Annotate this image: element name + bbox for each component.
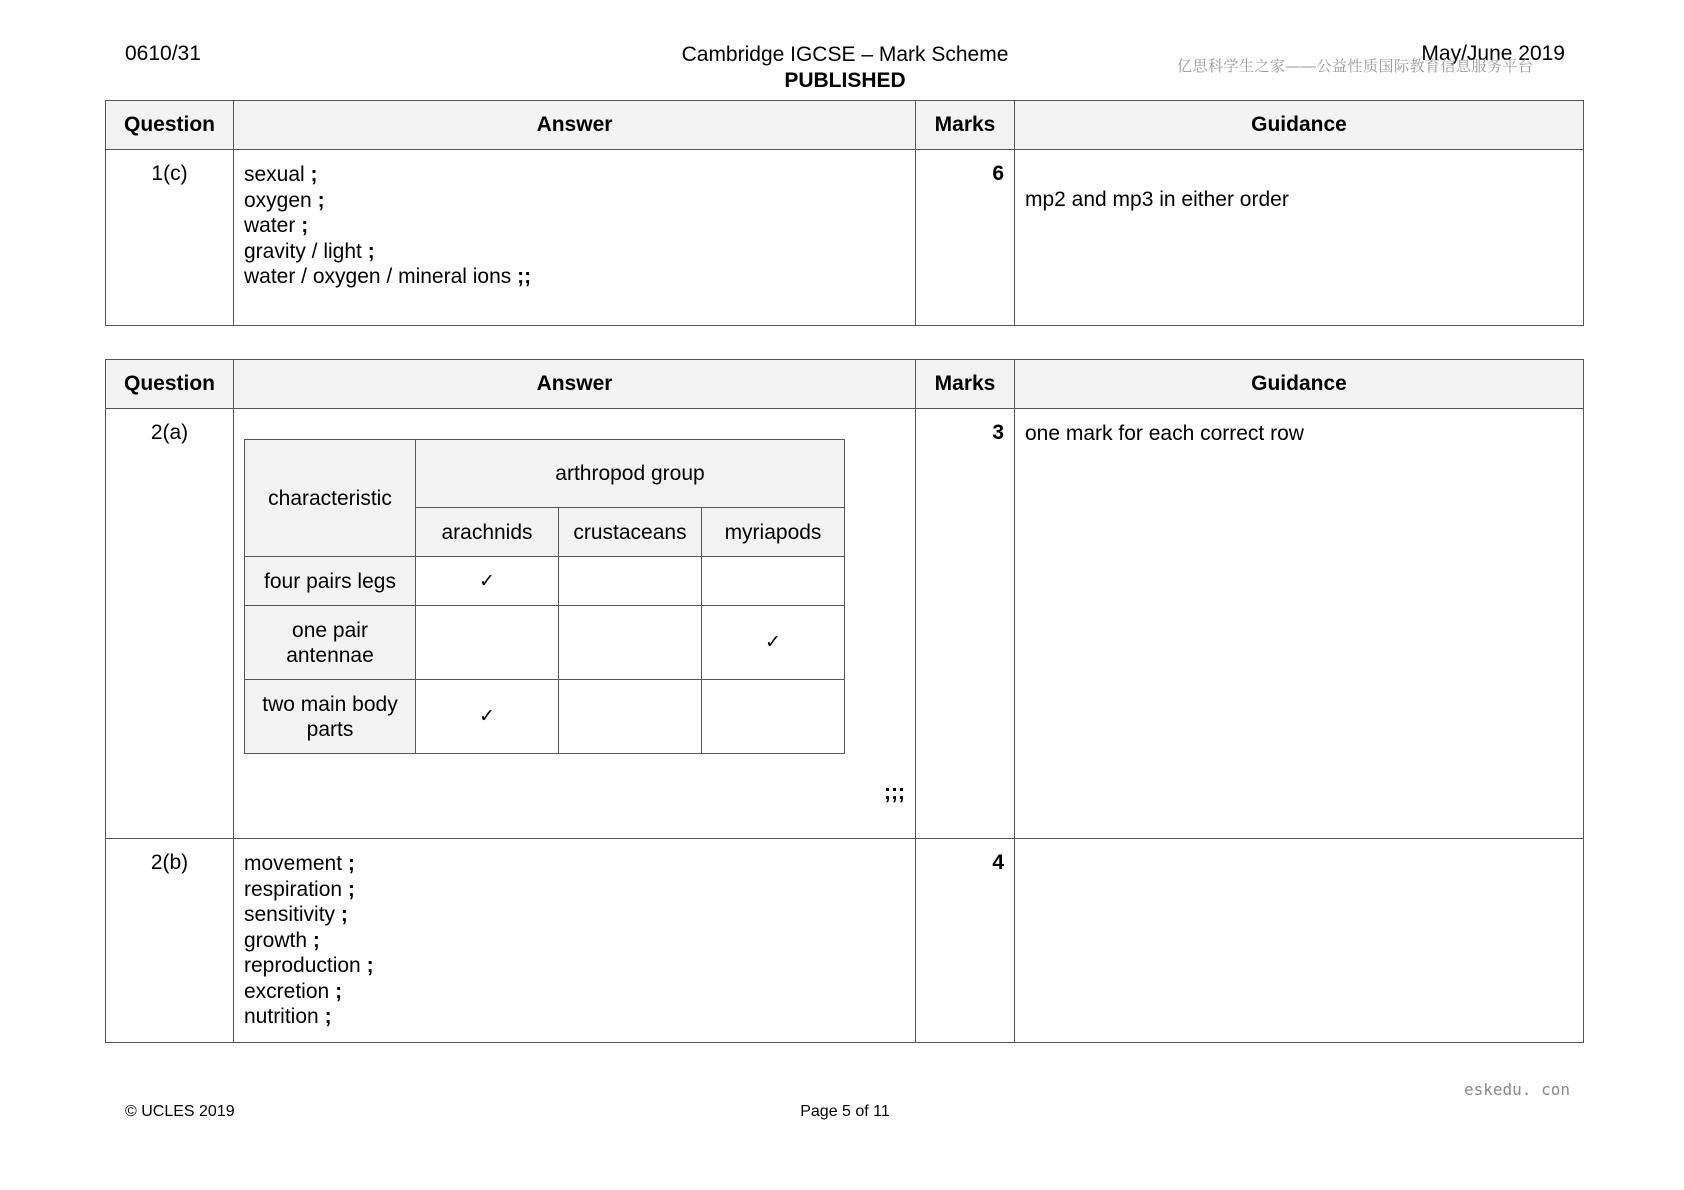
- exam-session: May/June 2019: [1421, 42, 1565, 65]
- table-row: [245, 557, 845, 606]
- header-watermark: 亿思科学生之家——公益性质国际教育信息服务平台: [1177, 58, 1534, 75]
- answer-line: growth ;: [244, 928, 320, 952]
- table-header-row: [106, 101, 1584, 150]
- header-guidance: Guidance: [1015, 360, 1584, 409]
- table-header-row: [106, 360, 1584, 409]
- table-row-2b: [106, 839, 1584, 1043]
- empty-cell: [702, 680, 845, 754]
- header-guidance: Guidance: [1015, 101, 1584, 150]
- question-number: 1(c): [106, 150, 234, 326]
- group-arachnids: arachnids: [416, 508, 559, 557]
- answer-line: water / oxygen / mineral ions ;;: [244, 265, 532, 288]
- mark-scheme-table-q1: [105, 100, 1584, 326]
- check-icon: ✓: [416, 680, 559, 754]
- mark-semicolons: ;;;: [884, 781, 905, 804]
- table-row-1c: [106, 150, 1584, 326]
- arthropod-table: [244, 439, 845, 754]
- answer-cell: [234, 409, 916, 839]
- answer-line: respiration ;: [244, 877, 355, 901]
- marks-cell: 6: [916, 150, 1015, 326]
- empty-cell: [559, 557, 702, 606]
- arthropod-group-header: arthropod group: [416, 440, 845, 508]
- row-label: four pairs legs: [245, 557, 416, 606]
- table-row: [245, 606, 845, 680]
- answer-line: nutrition ;: [244, 1005, 332, 1028]
- table-row-2a: [106, 409, 1584, 839]
- marks-cell: 4: [916, 839, 1015, 1043]
- answer-line: excretion ;: [244, 979, 343, 1003]
- row-label: two main body parts: [245, 680, 416, 754]
- footer-watermark: eskedu. con: [1464, 1080, 1570, 1099]
- page-number: Page 5 of 11: [800, 1103, 890, 1120]
- guidance-cell: one mark for each correct row: [1015, 409, 1584, 839]
- question-number: 2(a): [106, 409, 234, 839]
- header-question: Question: [106, 360, 234, 409]
- document-title: Cambridge IGCSE – Mark Scheme: [681, 43, 1009, 66]
- header-question: Question: [106, 101, 234, 150]
- answer-line: sexual ;: [244, 163, 318, 186]
- check-icon: ✓: [416, 557, 559, 606]
- header-marks: Marks: [916, 101, 1015, 150]
- header-answer: Answer: [234, 360, 916, 409]
- header-marks: Marks: [916, 360, 1015, 409]
- mark-scheme-table-q2: [105, 359, 1584, 1043]
- group-myriapods: myriapods: [702, 508, 845, 557]
- table-row: [245, 680, 845, 754]
- answer-cell: [234, 839, 916, 1043]
- empty-cell: [559, 680, 702, 754]
- answer-line: gravity / light ;: [244, 239, 375, 263]
- answer-line: reproduction ;: [244, 954, 374, 977]
- answer-line: movement ;: [244, 852, 355, 875]
- empty-cell: [416, 606, 559, 680]
- copyright: © UCLES 2019: [125, 1103, 235, 1120]
- guidance-cell: mp2 and mp3 in either order: [1015, 150, 1584, 326]
- paper-code: 0610/31: [125, 42, 201, 65]
- answer-line: sensitivity ;: [244, 903, 348, 926]
- answer-line: oxygen ;: [244, 188, 325, 212]
- check-icon: ✓: [702, 606, 845, 680]
- group-crustaceans: crustaceans: [559, 508, 702, 557]
- published-label: PUBLISHED: [784, 69, 906, 92]
- row-label: one pair antennae: [245, 606, 416, 680]
- question-number: 2(b): [106, 839, 234, 1043]
- header-answer: Answer: [234, 101, 916, 150]
- marks-cell: 3: [916, 409, 1015, 839]
- answer-cell: [234, 150, 916, 326]
- guidance-cell: [1015, 839, 1584, 1043]
- characteristic-header: characteristic: [245, 440, 416, 557]
- empty-cell: [559, 606, 702, 680]
- answer-line: water ;: [244, 214, 309, 237]
- empty-cell: [702, 557, 845, 606]
